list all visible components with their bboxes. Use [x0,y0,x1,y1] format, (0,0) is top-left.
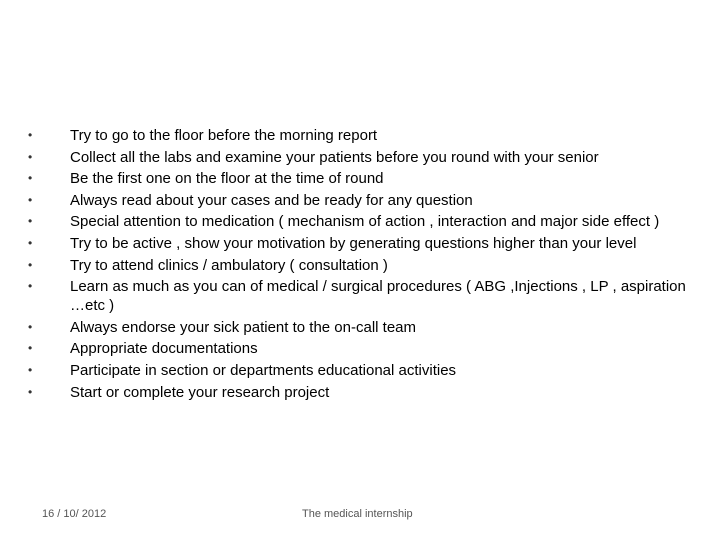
bullet-text: Always read about your cases and be ready for any question [70,191,473,209]
list-item [28,256,698,275]
list-item [28,148,698,167]
footer-title: The medical internship [302,508,413,520]
list-item [28,191,698,210]
bullet-text: Always endorse your sick patient to the on-call team [70,318,417,336]
bullet-icon: • [28,362,33,377]
list-item [28,169,698,188]
bullet-text: Try to attend clinics / ambulatory ( consultation ) [70,256,388,274]
bullet-icon: • [28,192,33,207]
bullet-icon: • [28,149,33,164]
bullet-text: Try to go to the floor before the morning report [70,127,378,144]
bullet-icon: • [28,235,33,250]
bullet-icon: • [28,341,33,356]
list-item [28,126,698,145]
bullet-icon: • [28,319,33,334]
footer-date: 16 / 10/ 2012 [42,508,107,520]
list-item [28,318,698,337]
bullet-list [28,126,698,404]
list-item [28,277,698,315]
bullet-text: Participate in section or departments educational activities [70,361,457,379]
bullet-text: Start or complete your research project [70,383,330,401]
bullet-text: Special attention to medication ( mechanism of action , interaction and major side effect ) [70,213,660,231]
bullet-icon: • [28,214,33,229]
bullet-icon: • [28,279,33,294]
list-item [28,339,698,358]
bullet-text: Learn as much as you can of medical / surgical procedures ( ABG ,Injections , LP , aspiration …etc ) [70,278,686,315]
bullet-text: Collect all the labs and examine your patients before you round with your senior [70,148,599,166]
list-item [28,212,698,231]
list-item [28,361,698,380]
bullet-text: Try to be active , show your motivation by generating questions higher than your level [70,234,637,252]
bullet-icon: • [28,257,33,272]
list-item [28,383,698,402]
bullet-icon: • [28,128,33,142]
bullet-text: Appropriate documentations [70,340,258,358]
bullet-text: Be the first one on the floor at the time of round [70,170,384,188]
bullet-icon: • [28,171,33,186]
bullet-icon: • [28,384,33,399]
list-item [28,234,698,253]
